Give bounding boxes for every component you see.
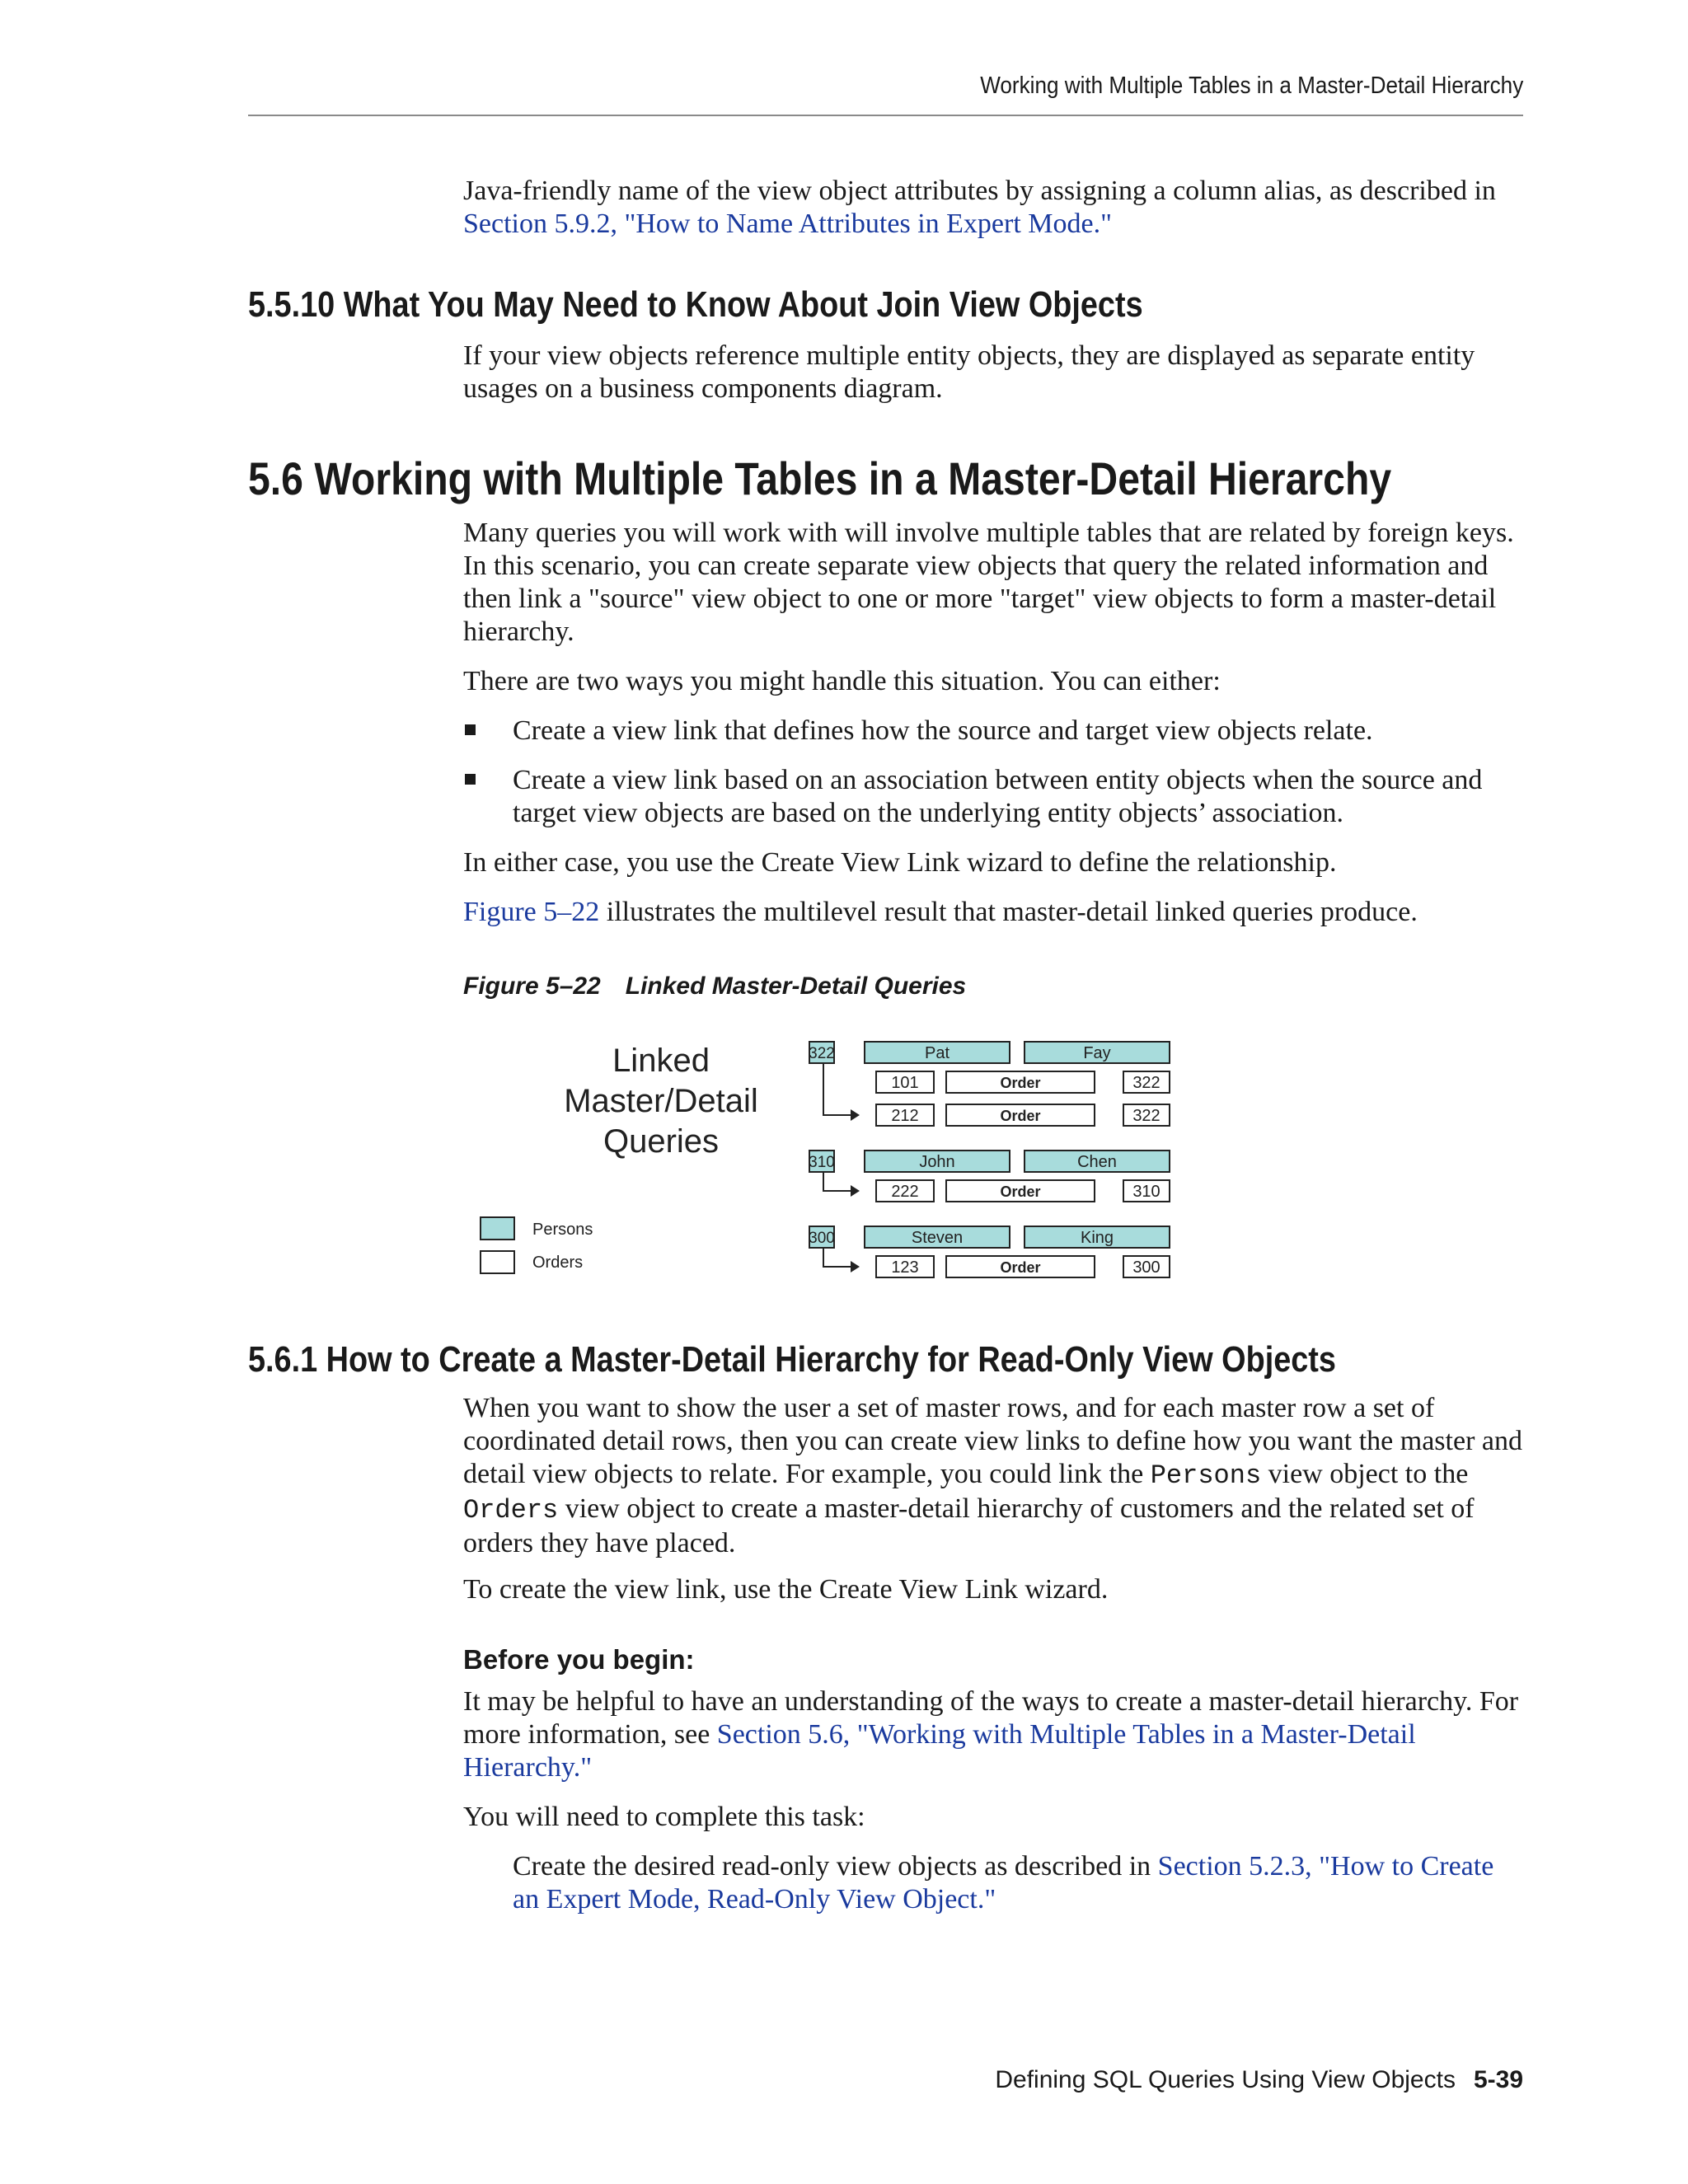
order-label-label: Order (1000, 1183, 1041, 1200)
paragraph-text: view object to create a master-detail hierarchy of customers and the related set of orders they have placed. (463, 1493, 1475, 1558)
link-figure-5-22[interactable]: Figure 5–22 (463, 897, 600, 927)
bullet-text: Create a view link based on an association between entity objects when the source and target view objects are based on the underlying entity objects’ association. (513, 765, 1483, 828)
link-section-5-6[interactable]: Section 5.6, "Working with Multiple Tables in a Master-Detail Hierarchy." (463, 1719, 1416, 1783)
bullet-icon (465, 724, 476, 735)
paragraph-helpful (463, 1685, 1526, 1784)
figure-reference-text: illustrates the multilevel result that master-detail linked queries produce. (599, 897, 1418, 927)
order-id-label: 212 (891, 1107, 919, 1125)
diagram-title-line: Master/Detail (564, 1083, 758, 1119)
order-row (876, 1104, 1170, 1126)
task-text: Create the desired read-only view objects as described in (513, 1851, 1158, 1882)
paragraph-text: view object to the (1261, 1459, 1469, 1489)
bullet-text: Create a view link that defines how the source and target view objects relate. (513, 715, 1373, 746)
order-id-label: 123 (891, 1258, 919, 1277)
order-person-id-label: 322 (1132, 1107, 1160, 1125)
diagram-title-line: Linked (612, 1043, 710, 1079)
order-row (876, 1256, 1170, 1277)
intro-paragraph (463, 175, 1526, 241)
person-group (809, 1042, 1170, 1126)
intro-text: Java-friendly name of the view object attributes by assigning a column alias, as described in (463, 176, 1496, 206)
order-person-id-label: 300 (1132, 1258, 1160, 1277)
code-orders: Orders (463, 1495, 559, 1526)
order-person-id-label: 310 (1132, 1183, 1160, 1201)
legend-swatch-persons (481, 1217, 514, 1240)
link-arrowhead (851, 1261, 860, 1272)
order-person-id-label: 322 (1132, 1074, 1160, 1092)
person-first-name-label: Pat (924, 1044, 950, 1062)
legend-label-persons: Persons (532, 1221, 593, 1239)
link-arrowhead (851, 1109, 860, 1121)
figure-label: Figure 5–22 (463, 972, 601, 1000)
order-row (876, 1071, 1170, 1093)
link-section-5-9-2[interactable]: Section 5.9.2, "How to Name Attributes in Expert Mode." (463, 209, 1112, 239)
code-persons: Persons (1150, 1460, 1262, 1491)
header-rule (248, 115, 1523, 116)
link-connector (823, 1172, 851, 1191)
heading-5-6: 5.6 Working with Multiple Tables in a Master-Detail Hierarchy (248, 452, 1392, 504)
person-group (809, 1151, 1170, 1202)
figure-title: Linked Master-Detail Queries (625, 972, 967, 1000)
diagram-groups (809, 1042, 1170, 1277)
person-first-name-label: Steven (911, 1229, 964, 1247)
task-item (513, 1850, 1526, 1916)
order-label-label: Order (1000, 1108, 1041, 1124)
heading-5-6-1: 5.6.1 How to Create a Master-Detail Hierarchy for Read-Only View Objects (248, 1339, 1336, 1380)
running-header: Working with Multiple Tables in a Master-Detail Hierarchy (979, 73, 1523, 99)
link-section-5-2-3[interactable]: Section 5.2.3, "How to Create an Expert Mode, Read-Only View Object." (513, 1851, 1494, 1915)
person-first-name-label: John (919, 1153, 955, 1171)
paragraph-create-view-link: To create the view link, use the Create View Link wizard. (463, 1574, 1109, 1605)
person-id-label: 310 (809, 1154, 835, 1171)
person-group (809, 1226, 1170, 1277)
paragraph-figure-reference (463, 896, 1526, 929)
order-id-label: 101 (891, 1074, 919, 1092)
diagram-title (564, 1043, 758, 1160)
legend-swatch-orders (481, 1251, 514, 1273)
paragraph-two-ways: There are two ways you might handle this situation. You can either: (463, 666, 1221, 696)
paragraph-either-case: In either case, you use the Create View Link wizard to define the relationship. (463, 847, 1337, 878)
order-row (876, 1180, 1170, 1202)
paragraph-text: It may be helpful to have an understanding of the ways to create a master-detail hierarchy. For more information, see (463, 1686, 1519, 1750)
person-last-name-label: Chen (1077, 1153, 1117, 1171)
paragraph-master-rows (463, 1392, 1526, 1560)
paragraph-join-view-objects: If your view objects reference multiple entity objects, they are displayed as separate entity usages on a business components diagram. (463, 340, 1475, 404)
order-label-label: Order (1000, 1259, 1041, 1276)
figure-caption (463, 972, 966, 1001)
order-id-label: 222 (891, 1183, 919, 1201)
order-label-label: Order (1000, 1075, 1041, 1091)
before-you-begin-heading: Before you begin: (463, 1644, 695, 1675)
paragraph-text: When you want to show the user a set of master rows, and for each master row a set of coordinated detail rows, then you can create view links to define how you want the master and detail view objects to relate. For example, you could link the (463, 1393, 1522, 1489)
legend-label-orders: Orders (532, 1254, 584, 1272)
page-number: 5-39 (1473, 2066, 1523, 2093)
person-id-label: 322 (809, 1045, 835, 1062)
person-last-name-label: King (1080, 1229, 1114, 1247)
paragraph-task-intro: You will need to complete this task: (463, 1802, 865, 1832)
link-connector (823, 1248, 851, 1267)
master-detail-diagram (462, 1022, 1203, 1294)
bullet-icon (465, 774, 476, 785)
link-arrowhead (851, 1185, 860, 1197)
legend (481, 1217, 593, 1273)
paragraph-multiple-tables: Many queries you will work with will involve multiple tables that are related by foreign keys. In this scenario, you can create separate view objects that query the related information and then link a "source" view object to one or more "target" view objects to form a master-detail hierarchy. (463, 518, 1514, 647)
heading-5-5-10: 5.5.10 What You May Need to Know About Join View Objects (248, 284, 1143, 325)
page-footer (995, 2066, 1523, 2094)
person-id-label: 300 (809, 1230, 835, 1247)
footer-title: Defining SQL Queries Using View Objects (995, 2066, 1456, 2093)
diagram-title-line: Queries (603, 1123, 720, 1160)
person-last-name-label: Fay (1083, 1044, 1111, 1062)
link-connector (823, 1063, 851, 1115)
